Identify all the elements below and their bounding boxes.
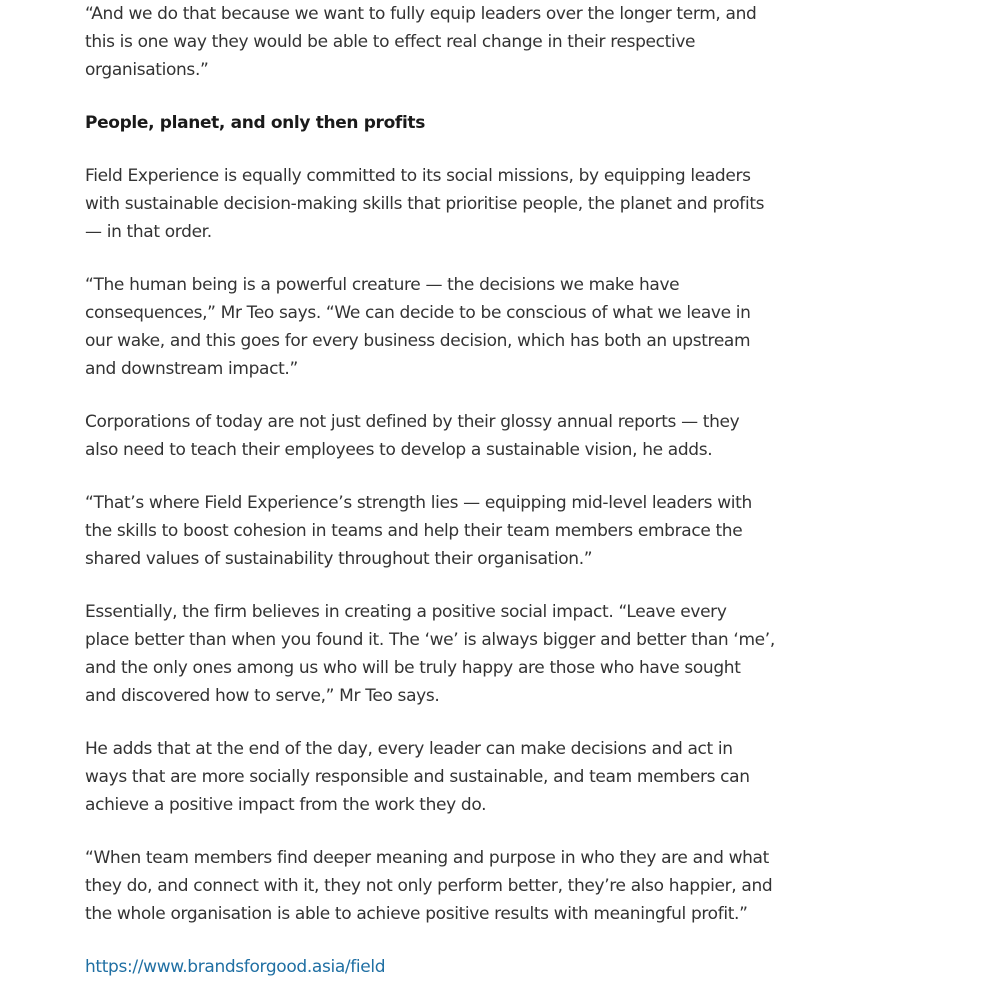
paragraph-end-of-day: He adds that at the end of the day, every leader can make decisions and act in ways that are more socially responsible and sustainable, and team members can achieve a positive impact from the work they do. <box>85 739 750 815</box>
paragraph-quote-strength: “That’s where Field Experience’s strength lies — equipping mid-level leaders with the skills to boost cohesion in teams and help their team members embrace the shared values of sustainability throughout their organisation.” <box>85 493 752 569</box>
paragraph-quote-deeper-meaning: “When team members find deeper meaning and purpose in who they are and what they do, and connect with it, they not only perform better, they’re also happier, and the whole organisation is able to achieve positive results with meaningful profit.” <box>85 848 773 924</box>
paragraph-corporations: Corporations of today are not just defined by their glossy annual reports — they also need to teach their employees to develop a sustainable vision, he adds. <box>85 412 740 460</box>
paragraph-quote-equip-leaders: “And we do that because we want to fully equip leaders over the longer term, and this is one way they would be able to effect real change in their respective organisations.” <box>85 4 757 80</box>
article-body <box>85 0 775 981</box>
section-subheading: People, planet, and only then profits <box>85 113 425 133</box>
source-link-paragraph <box>85 953 775 981</box>
paragraph-social-impact: Essentially, the firm believes in creating a positive social impact. “Leave every place better than when you found it. The ‘we’ is always bigger and better than ‘me’, and the only ones among us who will be truly happy are those who have sought and discovered how to serve,” Mr Teo says. <box>85 602 775 706</box>
paragraph-social-missions: Field Experience is equally committed to its social missions, by equipping leaders with sustainable decision-making skills that prioritise people, the planet and profits — in that order. <box>85 166 765 242</box>
source-link[interactable]: https://www.brandsforgood.asia/field <box>85 957 386 977</box>
paragraph-quote-human-being: “The human being is a powerful creature — the decisions we make have consequences,” Mr Teo says. “We can decide to be conscious of what we leave in our wake, and this goes for every business decision, which has both an upstream and downstream impact.” <box>85 275 751 379</box>
